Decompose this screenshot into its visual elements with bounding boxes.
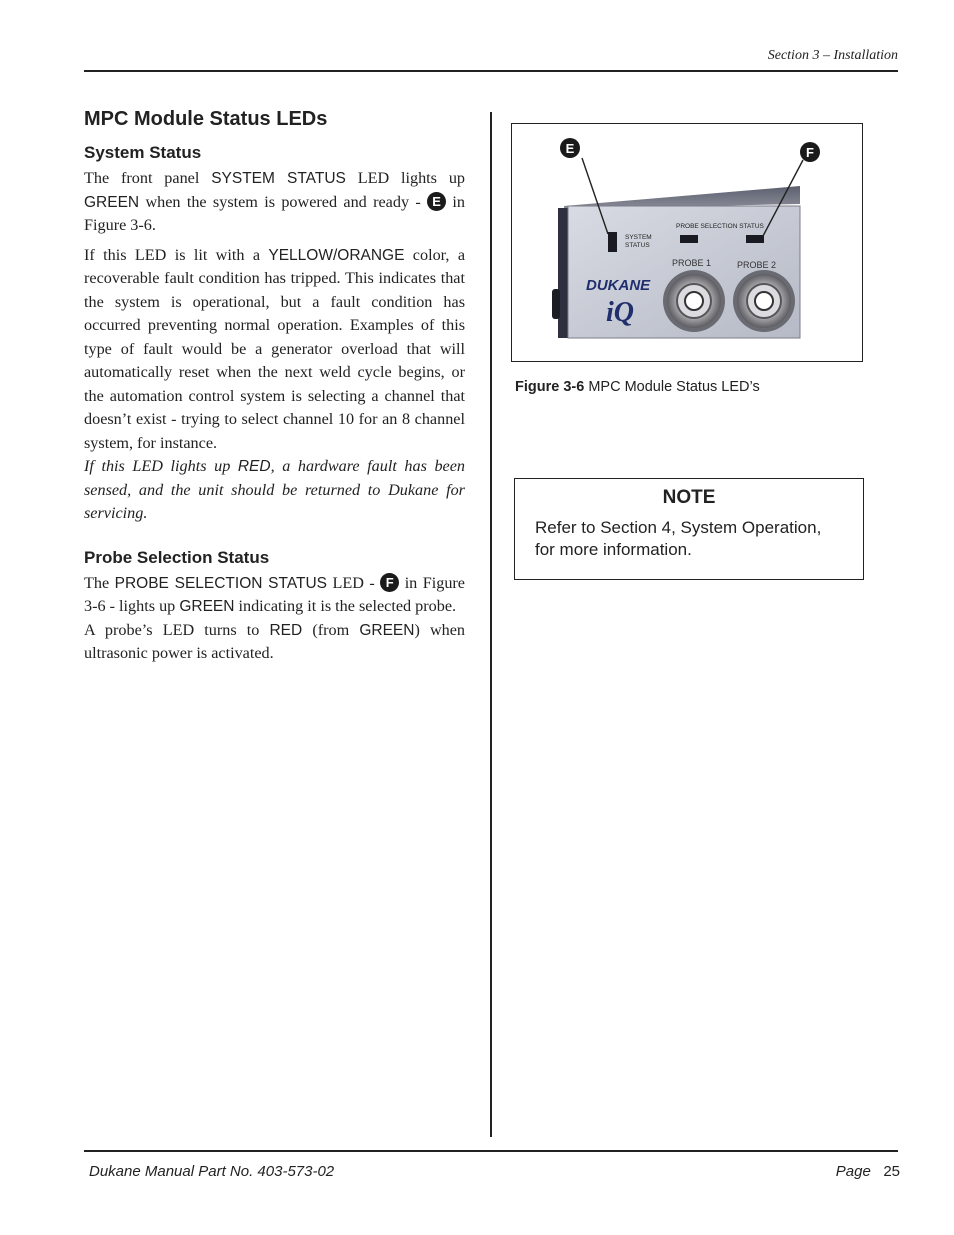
probe-status-paragraph-1: The PROBE SELECTION STATUS LED - F in Figure 3-6 - lights up GREEN indicating it is the selected probe. [84,573,465,615]
left-column [84,108,465,666]
figure-caption [515,379,760,395]
header-section-title: Section 3 – Installation [767,48,898,63]
page-number: 25 [883,1163,900,1180]
module-side [558,208,568,338]
dukane-logo-text: DUKANE [586,277,651,294]
footer-rule [84,1150,898,1152]
note-box [514,478,864,580]
green-label: GREEN [84,193,140,211]
probe-1-connector [663,270,725,332]
probe-status-paragraph-2: A probe’s LED turns to RED (from GREEN) when ultrasonic power is activated. [84,620,466,662]
marker-f-icon: F [380,573,399,592]
header-rule [84,70,898,72]
iq-logo-text: iQ [606,297,634,328]
system-status-paragraph-1: The front panel SYSTEM STATUS LED lights up GREEN when the system is powered and ready - E in Figure 3-6. [84,169,466,234]
figure-marker-e-text: E [565,141,575,156]
note-title: NOTE [662,487,716,508]
probe-2-connector [733,270,795,332]
figure-3-6 [511,123,863,362]
system-status-label: SYSTEM STATUS [211,170,346,187]
probe-status-heading: Probe Selection Status [84,547,270,567]
probe-selection-status-text: PROBE SELECTION STATUS [676,223,764,230]
figure-caption-number: Figure 3-6 [515,379,585,395]
system-status-heading: System Status [84,143,202,162]
footer-part-number: Dukane Manual Part No. 403-573-02 [89,1163,335,1180]
status-text: STATUS [625,242,650,249]
system-status-paragraph-3: If this LED lights up RED, a hardware fault has been sensed, and the unit should be returned to Dukane for servicing. [84,457,466,522]
yellow-orange-label: YELLOW/ORANGE [268,246,405,264]
probe-selection-status-label: PROBE SELECTION STATUS [114,574,328,592]
system-status-led [608,232,617,252]
footer-page [836,1163,900,1180]
module-photo-illustration [512,124,862,361]
figure-marker-f-text: F [806,145,814,160]
probe-2-led [746,235,764,243]
module-side-connector [552,289,560,319]
marker-e-icon: E [427,192,446,211]
red-label: RED [237,458,271,475]
probe-2-text: PROBE 2 [737,260,777,270]
probe-1-led [680,235,698,243]
figure-caption-text: MPC Module Status LED’s [584,379,760,395]
page-label: Page [835,1163,871,1180]
system-status-paragraph-2: If this LED is lit with a YELLOW/ORANGE color, a recoverable fault condition has tripped. This indicates that the system is operational, but a fault condition has occurred preventing normal operation. Examples of this type of fault would be a generator overload that will automatically reset when the next weld cycle begins, or the automation control system is selecting a channel that doesn’t exist - trying to select channel 10 for an 8 channel system, for instance. [84,245,465,452]
system-text: SYSTEM [625,234,652,241]
column-divider [490,112,492,1137]
note-text: Refer to Section 4, System Operation, for more information. [535,518,822,559]
probe-1-text: PROBE 1 [672,258,712,268]
page-title: MPC Module Status LEDs [84,108,328,130]
